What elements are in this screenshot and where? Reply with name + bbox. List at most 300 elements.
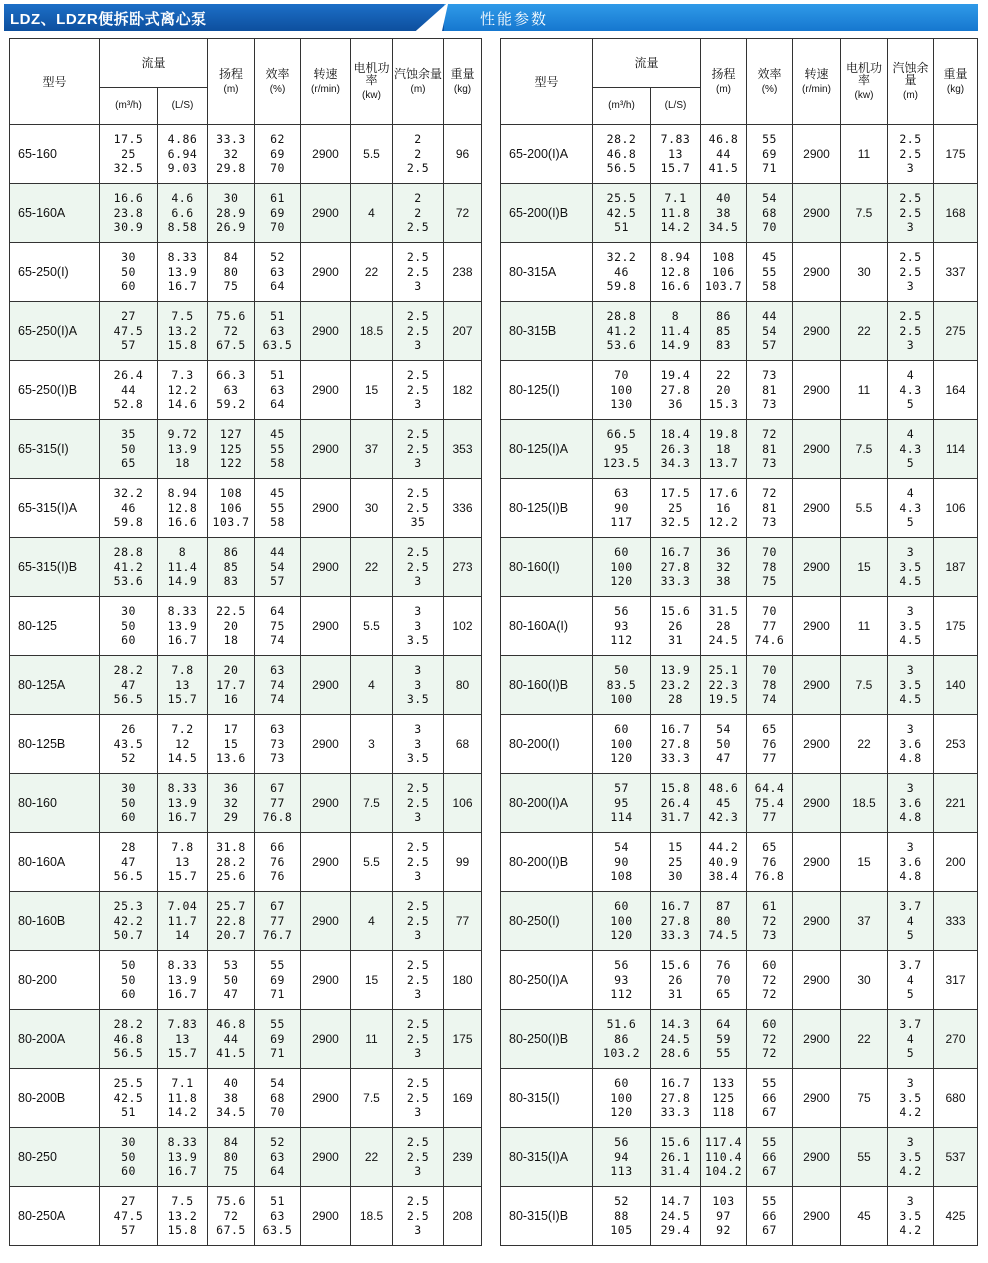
spec-table-left (9, 38, 482, 1246)
cell-head: 20 17.7 16 (208, 656, 255, 715)
cell-model: 80-160A(I) (501, 597, 593, 656)
cell-model: 80-315(I)A (501, 1128, 593, 1187)
cell-npsh: 3 3.5 4.2 (888, 1128, 934, 1187)
table-row (501, 479, 978, 538)
cell-head: 86 85 83 (208, 538, 255, 597)
cell-model: 80-125A (10, 656, 100, 715)
cell-weight: 317 (934, 951, 978, 1010)
cell-head: 17 15 13.6 (208, 715, 255, 774)
cell-flow-ls: 16.7 27.8 33.3 (651, 892, 701, 951)
cell-flow-ls: 8.33 13.9 16.7 (158, 597, 208, 656)
cell-weight: 537 (934, 1128, 978, 1187)
cell-npsh: 3 3.5 4.5 (888, 538, 934, 597)
cell-npsh: 2.5 2.5 3 (393, 243, 444, 302)
cell-speed: 2900 (793, 774, 841, 833)
cell-model: 65-315(I)B (10, 538, 100, 597)
table-row (501, 597, 978, 656)
cell-npsh: 3 3 3.5 (393, 656, 444, 715)
cell-power: 22 (841, 1010, 888, 1069)
cell-speed: 2900 (793, 1128, 841, 1187)
cell-npsh: 2.5 2.5 3 (888, 125, 934, 184)
cell-power: 15 (841, 538, 888, 597)
cell-npsh: 2.5 2.5 3 (888, 184, 934, 243)
cell-power: 55 (841, 1128, 888, 1187)
cell-weight: 140 (934, 656, 978, 715)
cell-head: 44.2 40.9 38.4 (701, 833, 747, 892)
cell-flow-m3h: 35 50 65 (100, 420, 158, 479)
cell-head: 31.8 28.2 25.6 (208, 833, 255, 892)
cell-model: 80-200(I)A (501, 774, 593, 833)
cell-flow-ls: 15 25 30 (651, 833, 701, 892)
cell-model: 80-125 (10, 597, 100, 656)
cell-head: 22 20 15.3 (701, 361, 747, 420)
cell-weight: 253 (934, 715, 978, 774)
cell-flow-m3h: 60 100 120 (593, 538, 651, 597)
cell-speed: 2900 (301, 951, 351, 1010)
cell-npsh: 2.5 2.5 3 (393, 420, 444, 479)
cell-weight: 102 (444, 597, 482, 656)
col-flow-m3h: (m³/h) (100, 88, 158, 125)
cell-efficiency: 52 63 64 (255, 243, 301, 302)
col-head: 扬程 (m) (701, 39, 747, 125)
cell-flow-m3h: 25.5 42.5 51 (100, 1069, 158, 1128)
cell-speed: 2900 (793, 656, 841, 715)
cell-weight: 72 (444, 184, 482, 243)
cell-flow-m3h: 56 94 113 (593, 1128, 651, 1187)
cell-head: 48.6 45 42.3 (701, 774, 747, 833)
cell-efficiency: 63 73 73 (255, 715, 301, 774)
cell-head: 40 38 34.5 (208, 1069, 255, 1128)
cell-model: 80-200 (10, 951, 100, 1010)
cell-speed: 2900 (301, 1187, 351, 1246)
table-row (10, 1069, 482, 1128)
col-flow-ls: (L/S) (158, 88, 208, 125)
cell-npsh: 2.5 2.5 3 (393, 833, 444, 892)
cell-model: 65-200(I)B (501, 184, 593, 243)
cell-power: 7.5 (841, 656, 888, 715)
cell-npsh: 2.5 2.5 3 (888, 243, 934, 302)
col-npsh: 汽蚀余量 (m) (393, 39, 444, 125)
cell-npsh: 3 3 3.5 (393, 715, 444, 774)
cell-model: 80-250 (10, 1128, 100, 1187)
cell-speed: 2900 (793, 951, 841, 1010)
cell-efficiency: 72 81 73 (747, 479, 793, 538)
cell-speed: 2900 (301, 715, 351, 774)
page-subtitle: 性能参数 (480, 11, 549, 28)
cell-flow-m3h: 25.3 42.2 50.7 (100, 892, 158, 951)
cell-model: 80-315B (501, 302, 593, 361)
cell-power: 22 (841, 715, 888, 774)
cell-weight: 221 (934, 774, 978, 833)
cell-weight: 106 (934, 479, 978, 538)
cell-head: 30 28.9 26.9 (208, 184, 255, 243)
cell-power: 5.5 (841, 479, 888, 538)
cell-model: 65-200(I)A (501, 125, 593, 184)
cell-head: 87 80 74.5 (701, 892, 747, 951)
cell-npsh: 3.7 4 5 (888, 1010, 934, 1069)
table-row (10, 774, 482, 833)
cell-flow-m3h: 57 95 114 (593, 774, 651, 833)
cell-power: 4 (351, 892, 393, 951)
cell-flow-ls: 19.4 27.8 36 (651, 361, 701, 420)
cell-efficiency: 55 69 71 (255, 1010, 301, 1069)
cell-weight: 77 (444, 892, 482, 951)
cell-model: 65-160 (10, 125, 100, 184)
cell-flow-ls: 15.6 26.1 31.4 (651, 1128, 701, 1187)
cell-efficiency: 63 74 74 (255, 656, 301, 715)
cell-speed: 2900 (301, 361, 351, 420)
cell-flow-m3h: 28.2 46.8 56.5 (100, 1010, 158, 1069)
cell-power: 4 (351, 184, 393, 243)
cell-power: 15 (841, 833, 888, 892)
cell-head: 75.6 72 67.5 (208, 1187, 255, 1246)
cell-flow-m3h: 54 90 108 (593, 833, 651, 892)
cell-efficiency: 70 77 74.6 (747, 597, 793, 656)
cell-speed: 2900 (793, 833, 841, 892)
cell-power: 37 (351, 420, 393, 479)
col-speed: 转速 (r/min) (793, 39, 841, 125)
cell-flow-m3h: 28.2 46.8 56.5 (593, 125, 651, 184)
cell-power: 5.5 (351, 125, 393, 184)
cell-speed: 2900 (301, 243, 351, 302)
cell-flow-ls: 16.7 27.8 33.3 (651, 1069, 701, 1128)
cell-power: 11 (351, 1010, 393, 1069)
cell-flow-ls: 8 11.4 14.9 (651, 302, 701, 361)
table-row (10, 184, 482, 243)
cell-flow-m3h: 28.2 47 56.5 (100, 656, 158, 715)
table-row (501, 420, 978, 479)
cell-weight: 96 (444, 125, 482, 184)
table-row (10, 1128, 482, 1187)
cell-flow-ls: 7.1 11.8 14.2 (158, 1069, 208, 1128)
cell-flow-ls: 7.2 12 14.5 (158, 715, 208, 774)
cell-flow-m3h: 52 88 105 (593, 1187, 651, 1246)
cell-npsh: 2.5 2.5 3 (888, 302, 934, 361)
col-weight: 重量 (kg) (444, 39, 482, 125)
cell-speed: 2900 (793, 1187, 841, 1246)
cell-flow-ls: 15.8 26.4 31.7 (651, 774, 701, 833)
cell-efficiency: 52 63 64 (255, 1128, 301, 1187)
cell-flow-m3h: 66.5 95 123.5 (593, 420, 651, 479)
cell-flow-ls: 9.72 13.9 18 (158, 420, 208, 479)
header-banner (4, 4, 978, 31)
cell-head: 103 97 92 (701, 1187, 747, 1246)
cell-weight: 106 (444, 774, 482, 833)
cell-flow-m3h: 16.6 23.8 30.9 (100, 184, 158, 243)
cell-npsh: 3 3.5 4.5 (888, 597, 934, 656)
cell-weight: 99 (444, 833, 482, 892)
cell-head: 86 85 83 (701, 302, 747, 361)
cell-weight: 239 (444, 1128, 482, 1187)
table-row (501, 715, 978, 774)
table-row (10, 951, 482, 1010)
cell-weight: 425 (934, 1187, 978, 1246)
cell-npsh: 2.5 2.5 3 (393, 302, 444, 361)
cell-power: 18.5 (351, 302, 393, 361)
cell-npsh: 3.7 4 5 (888, 892, 934, 951)
col-npsh: 汽蚀余量 (m) (888, 39, 934, 125)
table-row (10, 302, 482, 361)
cell-npsh: 3 3.5 4.2 (888, 1187, 934, 1246)
cell-speed: 2900 (301, 538, 351, 597)
col-power: 电机功率 (kw) (841, 39, 888, 125)
cell-flow-ls: 17.5 25 32.5 (651, 479, 701, 538)
cell-model: 80-250A (10, 1187, 100, 1246)
table-row (501, 538, 978, 597)
cell-head: 22.5 20 18 (208, 597, 255, 656)
col-flow: 流量 (100, 39, 208, 88)
col-weight: 重量 (kg) (934, 39, 978, 125)
cell-flow-m3h: 56 93 112 (593, 951, 651, 1010)
cell-flow-m3h: 17.5 25 32.5 (100, 125, 158, 184)
cell-weight: 207 (444, 302, 482, 361)
cell-power: 5.5 (351, 597, 393, 656)
cell-weight: 200 (934, 833, 978, 892)
cell-head: 36 32 38 (701, 538, 747, 597)
cell-weight: 164 (934, 361, 978, 420)
cell-npsh: 3 3.5 4.5 (888, 656, 934, 715)
col-head: 扬程 (m) (208, 39, 255, 125)
cell-flow-m3h: 30 50 60 (100, 243, 158, 302)
cell-flow-ls: 7.3 12.2 14.6 (158, 361, 208, 420)
cell-npsh: 3 3.6 4.8 (888, 774, 934, 833)
cell-npsh: 2.5 2.5 3 (393, 538, 444, 597)
cell-flow-m3h: 26 43.5 52 (100, 715, 158, 774)
cell-weight: 68 (444, 715, 482, 774)
cell-model: 80-250(I)B (501, 1010, 593, 1069)
cell-speed: 2900 (301, 1069, 351, 1128)
cell-power: 7.5 (351, 1069, 393, 1128)
cell-efficiency: 64 75 74 (255, 597, 301, 656)
table-row (501, 833, 978, 892)
cell-power: 4 (351, 656, 393, 715)
table-row (10, 892, 482, 951)
cell-efficiency: 55 66 67 (747, 1069, 793, 1128)
cell-model: 65-250(I) (10, 243, 100, 302)
table-row (501, 125, 978, 184)
cell-model: 80-200(I)B (501, 833, 593, 892)
cell-head: 133 125 118 (701, 1069, 747, 1128)
cell-weight: 337 (934, 243, 978, 302)
cell-weight: 182 (444, 361, 482, 420)
col-flow-ls: (L/S) (651, 88, 701, 125)
table-row (501, 243, 978, 302)
cell-flow-ls: 13.9 23.2 28 (651, 656, 701, 715)
cell-npsh: 3 3.6 4.8 (888, 715, 934, 774)
page-title: LDZ、LDZR便拆卧式离心泵 (10, 11, 207, 28)
cell-power: 30 (841, 243, 888, 302)
cell-power: 18.5 (841, 774, 888, 833)
cell-weight: 273 (444, 538, 482, 597)
cell-weight: 187 (934, 538, 978, 597)
cell-npsh: 3 3.5 4.2 (888, 1069, 934, 1128)
table-row (501, 361, 978, 420)
cell-flow-m3h: 50 83.5 100 (593, 656, 651, 715)
cell-weight: 180 (444, 951, 482, 1010)
cell-efficiency: 61 69 70 (255, 184, 301, 243)
cell-weight: 175 (934, 125, 978, 184)
cell-efficiency: 44 54 57 (255, 538, 301, 597)
cell-head: 36 32 29 (208, 774, 255, 833)
cell-flow-m3h: 28.8 41.2 53.6 (100, 538, 158, 597)
cell-head: 75.6 72 67.5 (208, 302, 255, 361)
cell-head: 31.5 28 24.5 (701, 597, 747, 656)
table-row (10, 1010, 482, 1069)
cell-npsh: 2 2 2.5 (393, 184, 444, 243)
cell-speed: 2900 (793, 302, 841, 361)
cell-power: 7.5 (351, 774, 393, 833)
table-row (10, 125, 482, 184)
cell-flow-ls: 15.6 26 31 (651, 597, 701, 656)
cell-flow-ls: 7.1 11.8 14.2 (651, 184, 701, 243)
cell-flow-m3h: 30 50 60 (100, 597, 158, 656)
col-power: 电机功率 (kw) (351, 39, 393, 125)
cell-model: 80-160(I) (501, 538, 593, 597)
cell-power: 22 (351, 1128, 393, 1187)
cell-head: 25.1 22.3 19.5 (701, 656, 747, 715)
table-row (501, 656, 978, 715)
cell-model: 80-160 (10, 774, 100, 833)
cell-npsh: 2.5 2.5 3 (393, 361, 444, 420)
cell-head: 108 106 103.7 (701, 243, 747, 302)
cell-npsh: 2.5 2.5 3 (393, 1069, 444, 1128)
cell-model: 80-250(I) (501, 892, 593, 951)
cell-npsh: 2.5 2.5 3 (393, 1010, 444, 1069)
col-flow: 流量 (593, 39, 701, 88)
table-row (501, 892, 978, 951)
cell-speed: 2900 (301, 597, 351, 656)
cell-efficiency: 73 81 73 (747, 361, 793, 420)
cell-head: 53 50 47 (208, 951, 255, 1010)
cell-efficiency: 55 69 71 (255, 951, 301, 1010)
cell-flow-ls: 7.04 11.7 14 (158, 892, 208, 951)
cell-weight: 114 (934, 420, 978, 479)
cell-head: 108 106 103.7 (208, 479, 255, 538)
cell-head: 46.8 44 41.5 (208, 1010, 255, 1069)
cell-npsh: 2.5 2.5 3 (393, 774, 444, 833)
cell-efficiency: 51 63 64 (255, 361, 301, 420)
cell-flow-ls: 7.83 13 15.7 (158, 1010, 208, 1069)
cell-flow-ls: 4.86 6.94 9.03 (158, 125, 208, 184)
cell-efficiency: 67 77 76.8 (255, 774, 301, 833)
cell-speed: 2900 (301, 1128, 351, 1187)
cell-model: 65-315(I) (10, 420, 100, 479)
cell-power: 45 (841, 1187, 888, 1246)
cell-power: 22 (351, 538, 393, 597)
cell-power: 18.5 (351, 1187, 393, 1246)
cell-npsh: 2.5 2.5 35 (393, 479, 444, 538)
cell-head: 84 80 75 (208, 1128, 255, 1187)
cell-speed: 2900 (793, 892, 841, 951)
table-row (501, 1187, 978, 1246)
cell-speed: 2900 (301, 479, 351, 538)
cell-flow-m3h: 32.2 46 59.8 (100, 479, 158, 538)
cell-head: 84 80 75 (208, 243, 255, 302)
cell-model: 80-125B (10, 715, 100, 774)
cell-weight: 175 (934, 597, 978, 656)
cell-model: 80-315(I) (501, 1069, 593, 1128)
cell-power: 22 (841, 302, 888, 361)
cell-weight: 270 (934, 1010, 978, 1069)
cell-flow-ls: 7.8 13 15.7 (158, 833, 208, 892)
cell-model: 65-250(I)B (10, 361, 100, 420)
cell-speed: 2900 (793, 420, 841, 479)
table-row (10, 479, 482, 538)
cell-efficiency: 44 54 57 (747, 302, 793, 361)
cell-power: 3 (351, 715, 393, 774)
cell-npsh: 4 4.3 5 (888, 479, 934, 538)
cell-weight: 80 (444, 656, 482, 715)
cell-power: 22 (351, 243, 393, 302)
cell-speed: 2900 (301, 656, 351, 715)
cell-speed: 2900 (793, 1010, 841, 1069)
table-row (501, 774, 978, 833)
table-row (10, 538, 482, 597)
cell-head: 46.8 44 41.5 (701, 125, 747, 184)
cell-head: 117.4 110.4 104.2 (701, 1128, 747, 1187)
cell-efficiency: 55 66 67 (747, 1187, 793, 1246)
cell-flow-ls: 18.4 26.3 34.3 (651, 420, 701, 479)
table-row (501, 951, 978, 1010)
cell-power: 30 (351, 479, 393, 538)
cell-model: 80-200(I) (501, 715, 593, 774)
table-row (10, 361, 482, 420)
cell-flow-ls: 7.8 13 15.7 (158, 656, 208, 715)
cell-efficiency: 51 63 63.5 (255, 1187, 301, 1246)
cell-speed: 2900 (793, 184, 841, 243)
cell-speed: 2900 (301, 420, 351, 479)
cell-model: 80-250(I)A (501, 951, 593, 1010)
cell-flow-ls: 14.7 24.5 29.4 (651, 1187, 701, 1246)
cell-speed: 2900 (793, 1069, 841, 1128)
cell-speed: 2900 (793, 361, 841, 420)
cell-flow-ls: 14.3 24.5 28.6 (651, 1010, 701, 1069)
cell-model: 80-125(I)A (501, 420, 593, 479)
cell-flow-m3h: 51.6 86 103.2 (593, 1010, 651, 1069)
cell-npsh: 4 4.3 5 (888, 361, 934, 420)
cell-speed: 2900 (301, 774, 351, 833)
table-row (10, 715, 482, 774)
cell-power: 11 (841, 361, 888, 420)
cell-head: 54 50 47 (701, 715, 747, 774)
cell-speed: 2900 (301, 1010, 351, 1069)
cell-efficiency: 54 68 70 (747, 184, 793, 243)
cell-power: 15 (351, 361, 393, 420)
cell-head: 17.6 16 12.2 (701, 479, 747, 538)
col-speed: 转速 (r/min) (301, 39, 351, 125)
spec-table-right (500, 38, 978, 1246)
cell-speed: 2900 (793, 243, 841, 302)
cell-head: 40 38 34.5 (701, 184, 747, 243)
cell-weight: 333 (934, 892, 978, 951)
cell-speed: 2900 (793, 538, 841, 597)
cell-model: 80-125(I)B (501, 479, 593, 538)
cell-model: 80-200B (10, 1069, 100, 1128)
cell-flow-ls: 4.6 6.6 8.58 (158, 184, 208, 243)
cell-weight: 238 (444, 243, 482, 302)
cell-efficiency: 60 72 72 (747, 1010, 793, 1069)
cell-weight: 169 (444, 1069, 482, 1128)
cell-flow-m3h: 60 100 120 (593, 892, 651, 951)
cell-flow-ls: 8.33 13.9 16.7 (158, 774, 208, 833)
cell-efficiency: 54 68 70 (255, 1069, 301, 1128)
cell-npsh: 3 3.6 4.8 (888, 833, 934, 892)
cell-flow-ls: 7.83 13 15.7 (651, 125, 701, 184)
cell-flow-m3h: 28.8 41.2 53.6 (593, 302, 651, 361)
cell-efficiency: 62 69 70 (255, 125, 301, 184)
cell-efficiency: 64.4 75.4 77 (747, 774, 793, 833)
cell-model: 80-200A (10, 1010, 100, 1069)
